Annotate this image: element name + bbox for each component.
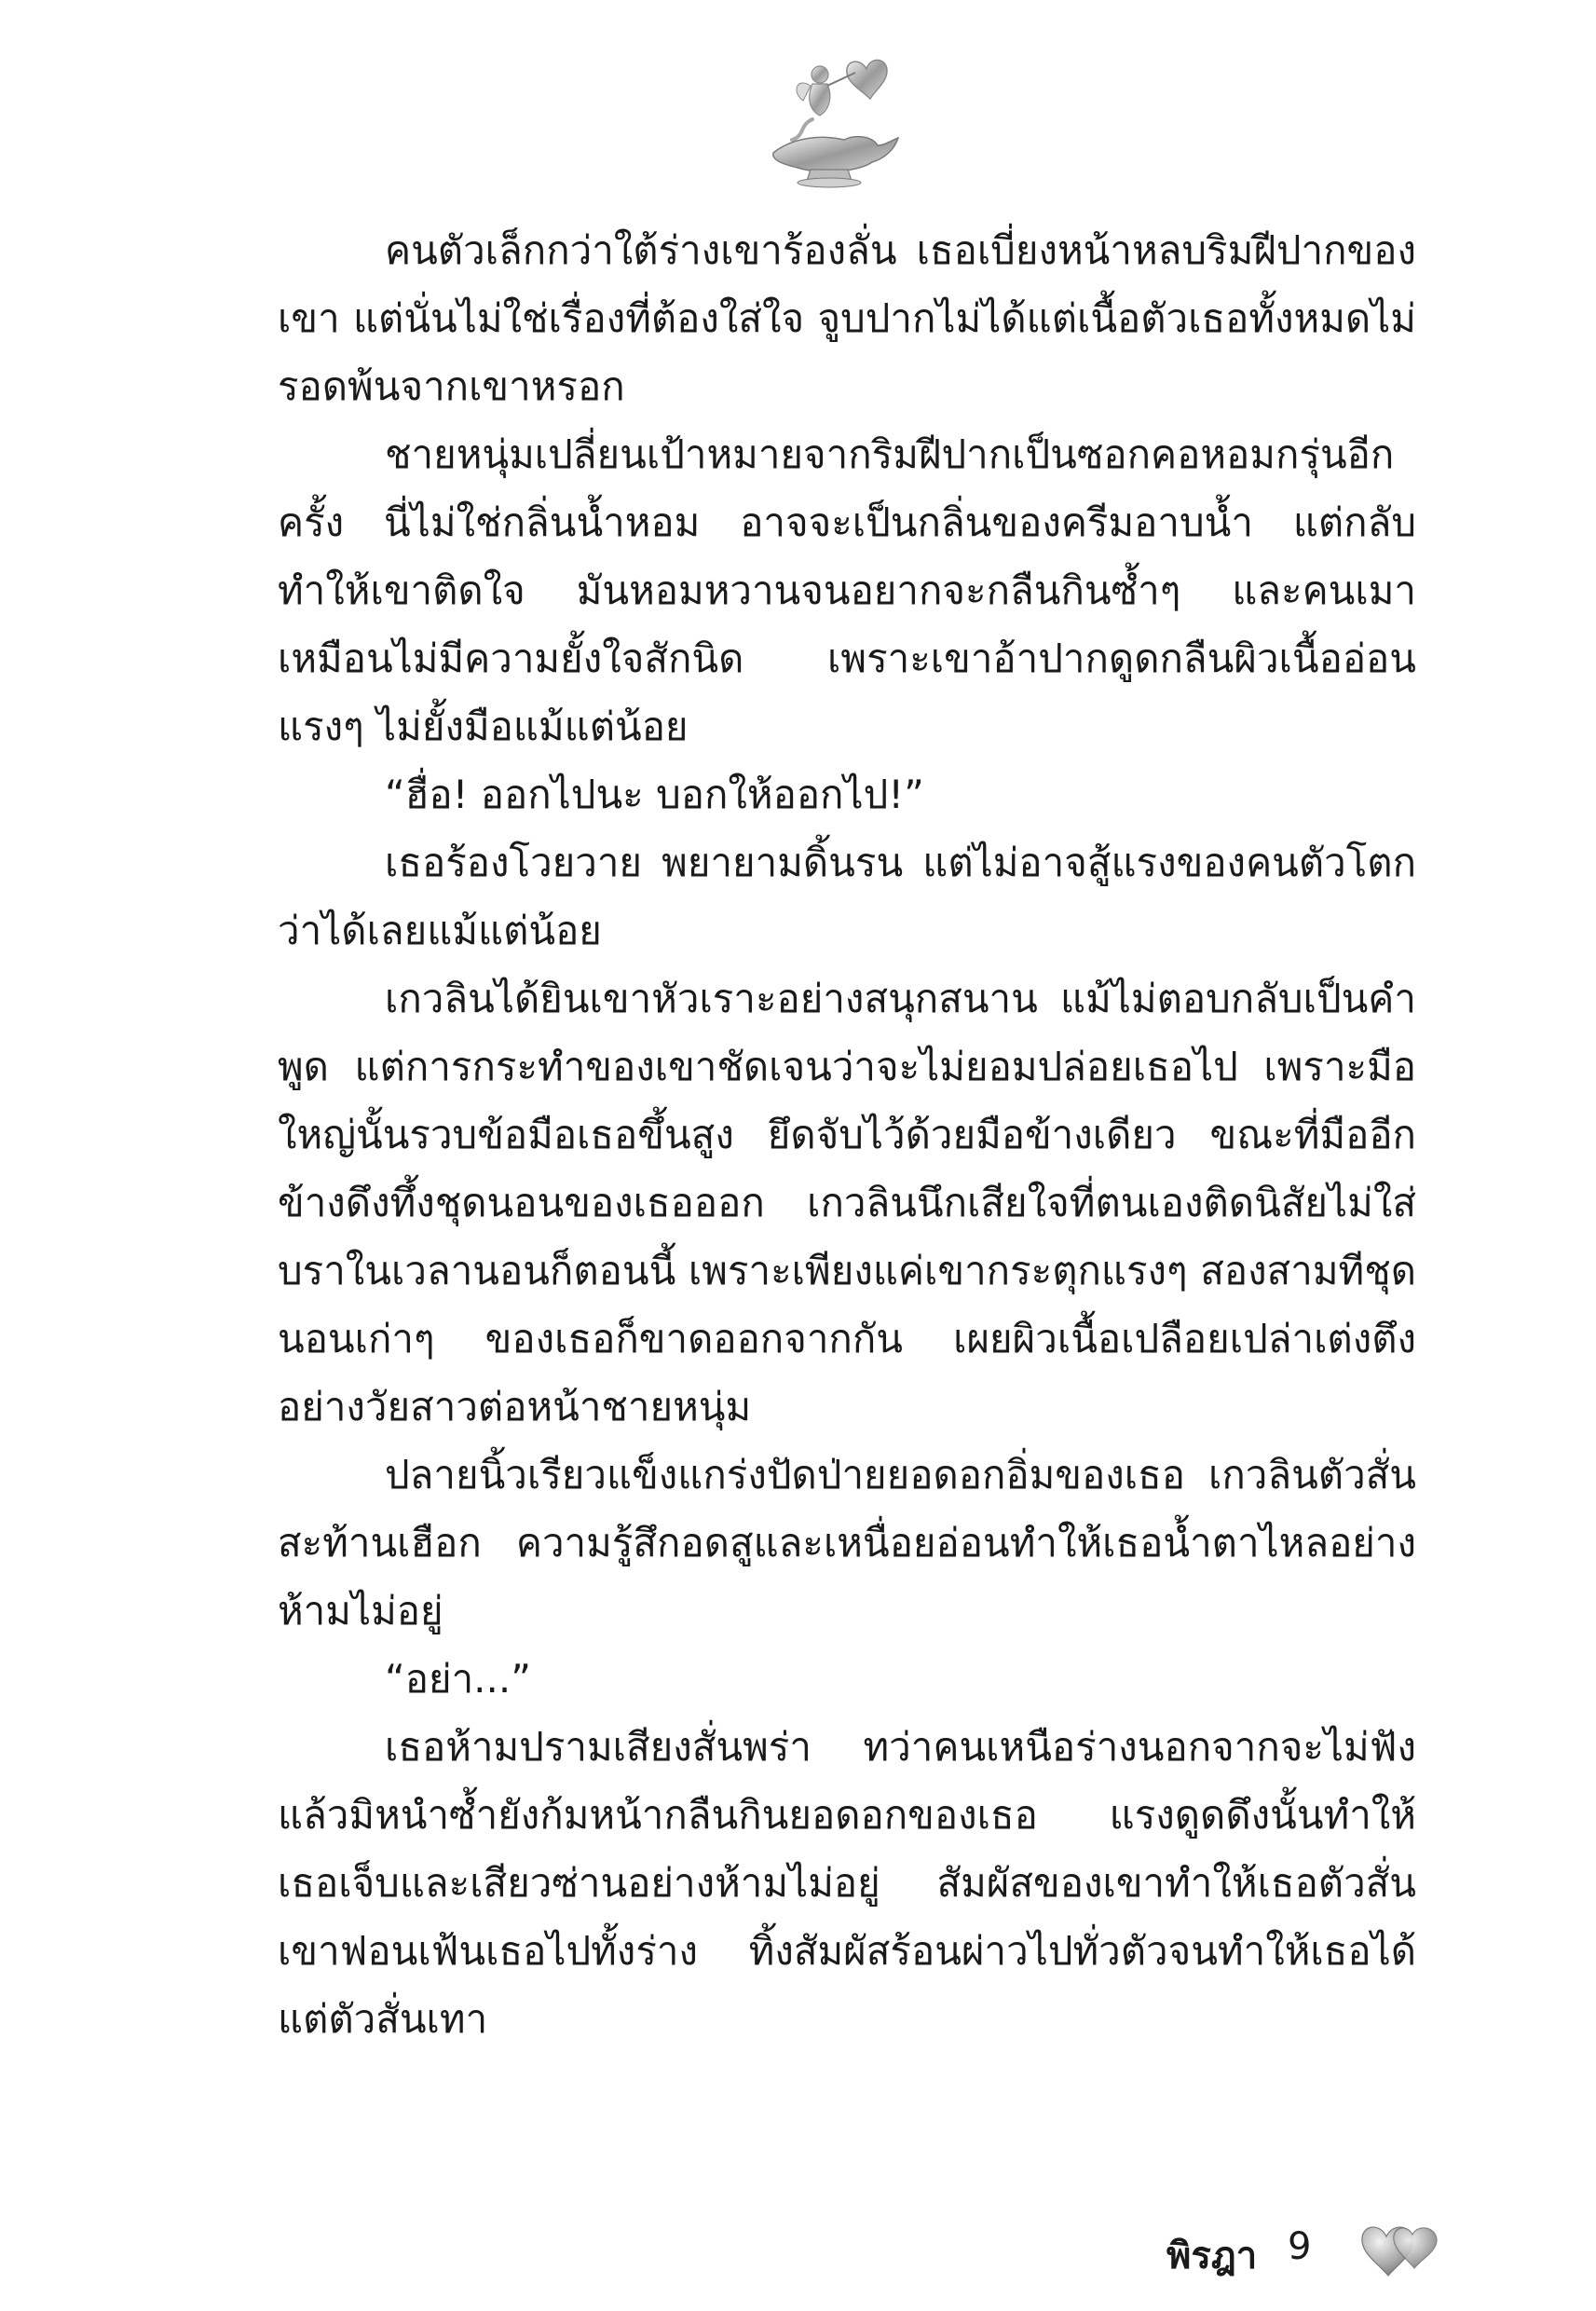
dialogue-line: “ฮื่อ! ออกไปนะ บอกให้ออกไป!” bbox=[385, 772, 924, 817]
paragraph: ปลายนิ้วเรียวแข็งแกร่งปัดป่ายยอดอกอิ่มของเธอ เกวลินตัวสั่น สะท้านเฮือก ความรู้สึกอดสูและเหนื่อยอ่อนทำให้เธอน้ำตาไหลอย่างห้ามไม่อยู่ bbox=[278, 1452, 1416, 1634]
paragraph: เธอห้ามปรามเสียงสั่นพร่า ทว่าคนเหนือร่างนอกจากจะไม่ฟังแล้วมิหนำซ้ำยังก้มหน้ากลืนกินยอดอกของเธอ แรงดูดดึงนั้นทำให้เธอเจ็บและเสียวซ่านอย่างห้ามไม่อยู่ สัมผัสของเขาทำให้เธอตัวสั่น เขาฟอนเฟ้นเธอไปทั้งร่าง ทิ้งสัมผัสร้อนผ่าวไปทั่วตัวจนทำให้เธอได้แต่ตัวสั่นเทา bbox=[278, 1724, 1416, 2042]
double-heart-icon bbox=[1358, 2218, 1442, 2283]
chapter-body-text bbox=[278, 216, 1416, 2053]
dialogue-line: “อย่า...” bbox=[385, 1656, 531, 1702]
author-name: พิรฎา bbox=[1166, 2235, 1258, 2277]
paragraph: เธอร้องโวยวาย พยายามดิ้นรน แต่ไม่อาจสู้แรงของคนตัวโตกว่าได้เลยแม้แต่น้อย bbox=[278, 840, 1416, 953]
paragraph: ชายหนุ่มเปลี่ยนเป้าหมายจากริมฝีปากเป็นซอกคอหอมกรุ่นอีกครั้ง นี่ไม่ใช่กลิ่นน้ำหอม อาจจะเป็นกลิ่นของครีมอาบน้ำ แต่กลับทำให้เขาติดใจ มันหอมหวานจนอยากจะกลืนกินซ้ำๆ และคนเมาเหมือนไม่มีความยั้งใจสักนิด เพราะเขาอ้าปากดูดกลืนผิวเนื้ออ่อนแรงๆ ไม่ยั้งมือแม้แต่น้อย bbox=[278, 431, 1416, 749]
page-footer bbox=[1118, 2218, 1453, 2292]
genie-lamp-cupid-icon bbox=[755, 48, 904, 188]
page-number: 9 bbox=[1288, 2225, 1312, 2268]
paragraph: คนตัวเล็กกว่าใต้ร่างเขาร้องลั่น เธอเบี่ยงหน้าหลบริมฝีปากของเขา แต่นั่นไม่ใช่เรื่องที่ต้องใส่ใจ จูบปากไม่ได้แต่เนื้อตัวเธอทั้งหมดไม่รอดพ้นจากเขาหรอก bbox=[278, 227, 1416, 409]
paragraph: เกวลินได้ยินเขาหัวเราะอย่างสนุกสนาน แม้ไม่ตอบกลับเป็นคำพูด แต่การกระทำของเขาชัดเจนว่าจะไม่ยอมปล่อยเธอไป เพราะมือใหญ่นั้นรวบข้อมือเธอขึ้นสูง ยึดจับไว้ด้วยมือข้างเดียว ขณะที่มืออีกข้างดึงทึ้งชุดนอนของเธอออก เกวลินนึกเสียใจที่ตนเองติดนิสัยไม่ใส่บราในเวลานอนก็ตอนนี้ เพราะเพียงแค่เขากระตุกแรงๆ สองสามทีชุดนอนเก่าๆ ของเธอก็ขาดออกจากกัน เผยผิวเนื้อเปลือยเปล่าเต่งตึงอย่างวัยสาวต่อหน้าชายหนุ่ม bbox=[278, 976, 1416, 1429]
